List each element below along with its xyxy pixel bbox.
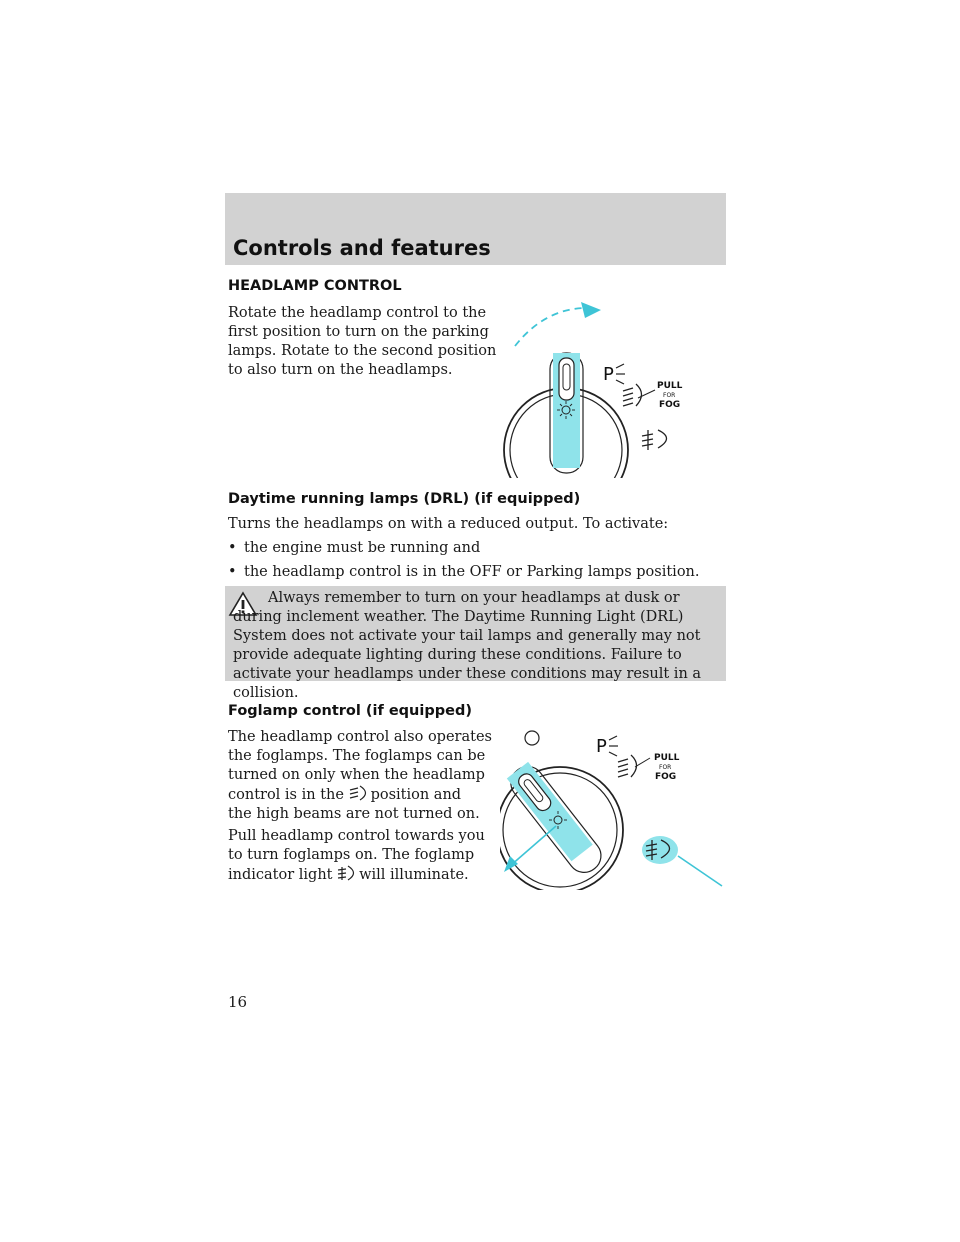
headlamp-dial-illustration <box>495 278 695 478</box>
off-position-circle-icon <box>525 731 539 745</box>
foglamp-dial-illustration <box>500 720 728 890</box>
foglamp-line: Pull headlamp control towards you <box>228 828 485 844</box>
headlamp-line: to also turn on the headlamps. <box>228 362 453 378</box>
drl-bullet <box>228 563 700 582</box>
parking-lamp-icon <box>609 736 618 756</box>
rotation-arrow-arc <box>515 308 587 346</box>
pull-label: PULL <box>657 381 683 391</box>
bullet-dot-icon: • <box>228 540 237 556</box>
foglamp-text-pre: indicator light <box>228 867 333 883</box>
rotation-arrow-head <box>581 302 601 318</box>
headlamp-line: lamps. Rotate to the second position <box>228 343 497 359</box>
foglamp-text-post: position and <box>370 787 462 803</box>
parking-lamp-p-label: P <box>603 364 614 385</box>
drl-bullet <box>228 539 480 558</box>
headlamp-heading: HEADLAMP CONTROL <box>228 278 402 294</box>
foglamp-symbol-icon <box>642 430 667 450</box>
fog-label: FOG <box>659 400 681 410</box>
headlamp-line: first position to turn on the parking <box>228 324 489 340</box>
foglamp-line: the high beams are not turned on. <box>228 806 480 822</box>
parking-lamp-p-label: P <box>596 736 607 757</box>
drl-bullet-text: the headlamp control is in the OFF or Parking lamps position. <box>244 564 700 580</box>
drl-intro: Turns the headlamps on with a reduced output. To activate: <box>228 516 669 532</box>
foglamp-heading: Foglamp control (if equipped) <box>228 703 472 719</box>
fog-label: FOG <box>655 772 677 782</box>
foglamp-text-post: will illuminate. <box>359 867 469 883</box>
bullet-dot-icon: • <box>228 564 237 580</box>
indicator-pointer-line <box>678 856 722 886</box>
foglamp-indicator-icon <box>337 865 359 881</box>
for-label: FOR <box>659 764 672 771</box>
foglamp-line: The headlamp control also operates <box>228 729 492 745</box>
headlamp-paragraph <box>228 304 496 380</box>
foglamp-line: to turn foglamps on. The foglamp <box>228 847 475 863</box>
drl-bullet-text: the engine must be running and <box>244 540 481 556</box>
foglamp-paragraph-1 <box>228 728 492 824</box>
drl-heading: Daytime running lamps (DRL) (if equipped) <box>228 491 581 507</box>
page-number: 16 <box>228 993 248 1011</box>
parking-lamp-icon <box>616 364 625 384</box>
foglamp-line: turned on only when the headlamp <box>228 767 485 783</box>
for-label: FOR <box>663 392 676 399</box>
foglamp-text-pre: control is in the <box>228 787 344 803</box>
section-title: Controls and features <box>233 236 491 260</box>
foglamp-line: the foglamps. The foglamps can be <box>228 748 486 764</box>
headlamp-icon <box>623 384 642 406</box>
foglamp-indicator-highlight <box>642 836 678 864</box>
foglamp-line-with-icon <box>228 865 485 885</box>
warning-text: Always remember to turn on your headlamps at dusk or during inclement weather. The Daytime Running Light (DRL) System does not activate your tail lamps and generally may not provide adequate lighting during these conditions. Failure to activate your headlamps under these conditions may result in a collision. <box>233 590 702 701</box>
foglamp-paragraph-2 <box>228 827 485 885</box>
pull-label: PULL <box>654 753 680 763</box>
foglamp-line-with-icon <box>228 785 492 805</box>
headlamp-icon <box>618 755 637 777</box>
headlamp-position-icon <box>349 785 371 801</box>
headlamp-line: Rotate the headlamp control to the <box>228 305 487 321</box>
